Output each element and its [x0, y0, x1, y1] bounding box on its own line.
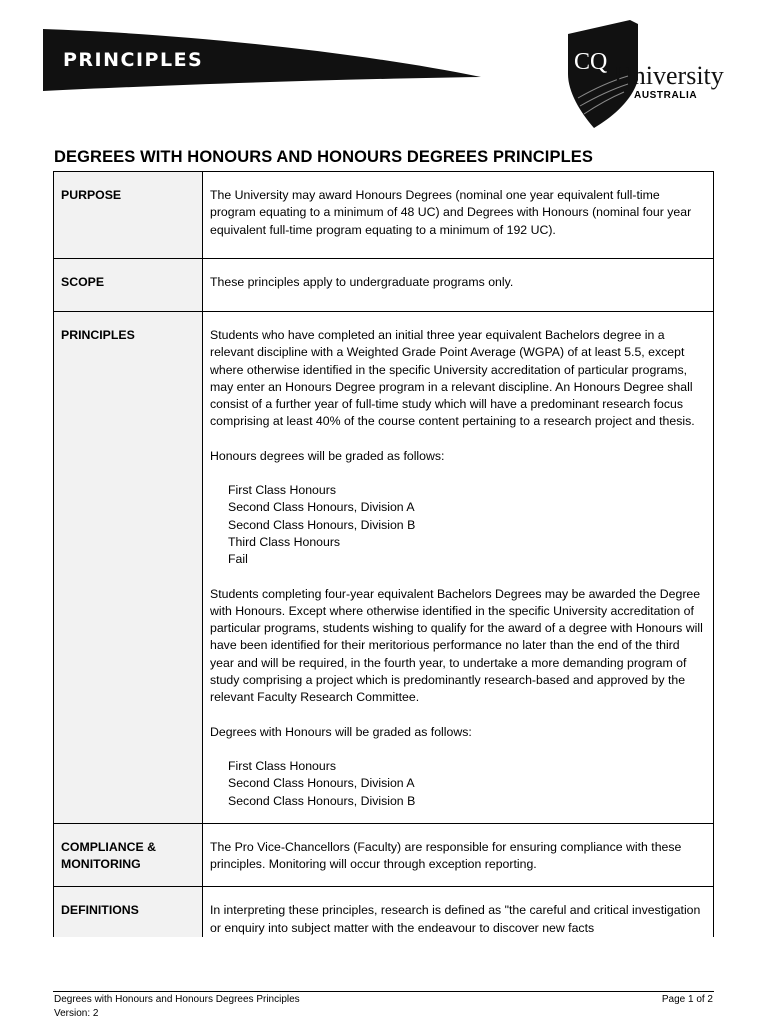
logo-country-text: AUSTRALIA: [634, 90, 698, 101]
footer-page-number: Page 1 of 2: [661, 994, 713, 1005]
list-item: Fail: [228, 552, 248, 567]
list-item: Second Class Honours, Division B: [228, 793, 416, 808]
definitions-text: In interpreting these principles, research is defined as "the careful and critical investigation or enquiry into subject matter with the endeavour to discover new facts: [203, 887, 714, 937]
logo-cq-text: CQ: [574, 49, 608, 75]
purpose-label: PURPOSE: [54, 172, 203, 259]
list-item: Second Class Honours, Division A: [228, 500, 415, 515]
table-row-definitions: [54, 887, 714, 937]
footer-divider: [53, 991, 714, 992]
compliance-label-line-2: MONITORING: [61, 857, 141, 872]
compliance-text: The Pro Vice-Chancellors (Faculty) are responsible for ensuring compliance with these principles. Monitoring will occur through exception reporting.: [203, 823, 714, 887]
principles-table: [53, 171, 714, 937]
purpose-text: The University may award Honours Degrees (nominal one year equivalent full-time program equating to a minimum of 48 UC) and Degrees with Honours (nominal four year equivalent full-time program equating to a minimum of 192 UC).: [203, 172, 714, 259]
principles-paragraph-4: Degrees with Honours will be graded as follows:: [210, 724, 472, 739]
honours-grades-list: [210, 482, 706, 568]
document-title: DEGREES WITH HONOURS AND HONOURS DEGREES PRINCIPLES: [54, 148, 593, 166]
principles-label: PRINCIPLES: [54, 312, 203, 824]
compliance-label: [54, 823, 203, 887]
scope-text: These principles apply to undergraduate programs only.: [203, 259, 714, 312]
principles-paragraph-1: Students who have completed an initial three year equivalent Bachelors degree in a relevant discipline with a Weighted Grade Point Average (WGPA) of at least 5.5, except where otherwise identified in the specific University accreditation of particular programs, may enter an Honours Degree program in a relevant discipline. An Honours Degree shall consist of a further year of full-time study which will have a predominant research focus comprising at least 40% of the course content pertaining to a research project and thesis.: [210, 328, 695, 429]
table-row-compliance: [54, 823, 714, 887]
logo-university-text: University: [614, 61, 724, 90]
table-row-principles: [54, 312, 714, 824]
table-row-purpose: [54, 172, 714, 259]
principles-paragraph-3: Students completing four-year equivalent Bachelors Degrees may be awarded the Degree with Honours. Except where otherwise identified in the specific University accreditation of particular programs, students wishing to qualify for the award of a degree with Honours will have been identified for their meritorious performance no later than the end of the third year and will be required, in the fourth year, to undertake a more demanding program of study comprising a project which is predominantly research-based and approved by the relevant Faculty Research Committee.: [210, 586, 703, 705]
footer-document-name: Degrees with Honours and Honours Degrees Principles: [54, 994, 300, 1005]
list-item: Second Class Honours, Division A: [228, 776, 415, 791]
scope-label: SCOPE: [54, 259, 203, 312]
list-item: Second Class Honours, Division B: [228, 517, 416, 532]
principles-content: [203, 312, 714, 824]
list-item: First Class Honours: [228, 758, 336, 773]
footer-version: Version: 2: [54, 1008, 99, 1019]
list-item: Third Class Honours: [228, 534, 341, 549]
compliance-label-line-1: COMPLIANCE &: [61, 839, 156, 854]
table-row-scope: [54, 259, 714, 312]
footer-left: [54, 993, 300, 1021]
banner-label: PRINCIPLES: [63, 49, 204, 71]
definitions-label: DEFINITIONS: [54, 887, 203, 937]
header-banner: [43, 29, 483, 91]
list-item: First Class Honours: [228, 483, 336, 498]
principles-paragraph-2: Honours degrees will be graded as follows:: [210, 448, 445, 463]
degrees-with-honours-grades-list: [210, 758, 706, 810]
cqu-logo: [562, 20, 747, 130]
